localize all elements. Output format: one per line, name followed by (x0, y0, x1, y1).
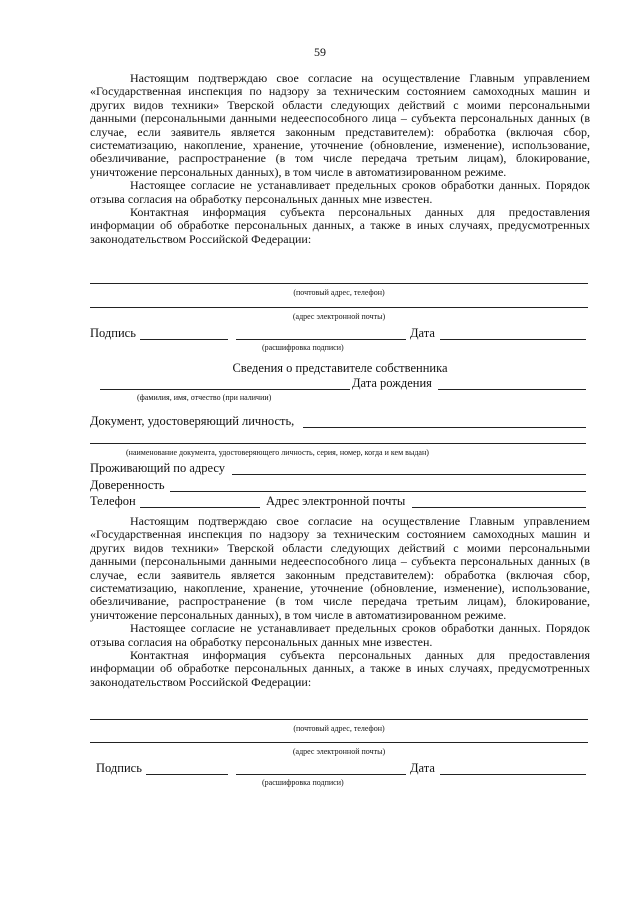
signature-decode-line[interactable] (236, 339, 406, 340)
date-label: Дата (410, 761, 435, 775)
postal-address-caption: (почтовый адрес, телефон) (293, 724, 385, 733)
residing-address-label: Проживающий по адресу (90, 461, 226, 475)
power-of-attorney-label: Доверенность (90, 478, 165, 492)
consent-paragraph: Настоящее согласие не устанавливает предельных сроков обработки данных. Порядок отзыва согласия на обработку персональных данных мне известен. (90, 178, 590, 206)
birth-date-label: Дата рождения (352, 376, 432, 390)
postal-address-line[interactable] (90, 283, 588, 284)
signature-decode-caption: (расшифровка подписи) (262, 778, 344, 787)
email-caption: (адрес электронной почты) (292, 312, 386, 321)
consent-paragraph: Настоящее согласие не устанавливает предельных сроков обработки данных. Порядок отзыва согласия на обработку персональных данных мне известен. (90, 621, 590, 649)
consent-paragraph: Настоящим подтверждаю свое согласие на осуществление Главным управлением «Государственная инспекция по надзору за техническим состоянием самоходных машин и других видов техники» Тверской области следующих действий с моими персональными данными (персональными данными недееспособного лица – субъекта персональных данных (в случае, если заявитель является законным представителем): обработка (включая сбор, систематизацию, накопление, хранение, уточнение (обновление, изменение), использование, обезличивание, распространение (в том числе передача третьим лицам), блокирование, уничтожение персональных данных), в том числе в автоматизированном режиме. (90, 71, 590, 179)
signature-line-2[interactable] (146, 774, 228, 775)
representative-heading: Сведения о представителе собственника (232, 361, 448, 375)
email-line[interactable] (90, 307, 588, 308)
consent-paragraph: Настоящим подтверждаю свое согласие на осуществление Главным управлением «Государственная инспекция по надзору за техническим состоянием самоходных машин и других видов техники» Тверской области следующих действий с моими персональными данными (персональными данными недееспособного лица – субъекта персональных данных (в случае, если заявитель является законным представителем): обработка (включая сбор, систематизацию, накопление, хранение, уточнение (обновление, изменение), использование, обезличивание, распространение (в том числе передача третьим лицам), блокирование, уничтожение персональных данных), в том числе в автоматизированном режиме. (90, 514, 590, 622)
phone-label: Телефон (90, 494, 136, 508)
identity-document-label: Документ, удостоверяющий личность, (90, 414, 295, 428)
page-number: 59 (314, 45, 326, 59)
residing-address-line[interactable] (232, 474, 586, 475)
consent-paragraph: Контактная информация субъекта персональных данных для предоставления информации об обработке персональных данных, а также в иных случаях, предусмотренных законодательством Российской Федерации: (90, 205, 590, 246)
fio-caption: (фамилия, имя, отчество (при наличии) (137, 393, 272, 402)
document-details-caption: (наименование документа, удостоверяющего личность, серия, номер, когда и кем выдан) (126, 448, 429, 457)
identity-document-line[interactable] (303, 427, 586, 428)
signature-label: Подпись (90, 326, 136, 340)
signature-label: Подпись (96, 761, 142, 775)
consent-paragraph: Контактная информация субъекта персональных данных для предоставления информации об обработке персональных данных, а также в иных случаях, предусмотренных законодательством Российской Федерации: (90, 648, 590, 689)
power-of-attorney-line[interactable] (170, 491, 586, 492)
date-line[interactable] (440, 339, 586, 340)
date-line-2[interactable] (440, 774, 586, 775)
signature-line[interactable] (140, 339, 228, 340)
signature-decode-caption: (расшифровка подписи) (262, 343, 344, 352)
email-line-2[interactable] (90, 742, 588, 743)
consent-block-representative (90, 515, 590, 689)
email-address-line[interactable] (412, 507, 586, 508)
fio-line[interactable] (100, 389, 350, 390)
postal-address-line-2[interactable] (90, 719, 588, 720)
consent-block-owner (90, 72, 590, 246)
identity-document-line-2[interactable] (90, 443, 586, 444)
email-caption: (адрес электронной почты) (292, 747, 386, 756)
email-address-label: Адрес электронной почты (266, 494, 406, 508)
postal-address-caption: (почтовый адрес, телефон) (293, 288, 385, 297)
date-label: Дата (410, 326, 435, 340)
birth-date-line[interactable] (438, 389, 586, 390)
phone-line[interactable] (140, 507, 260, 508)
signature-decode-line-2[interactable] (236, 774, 406, 775)
